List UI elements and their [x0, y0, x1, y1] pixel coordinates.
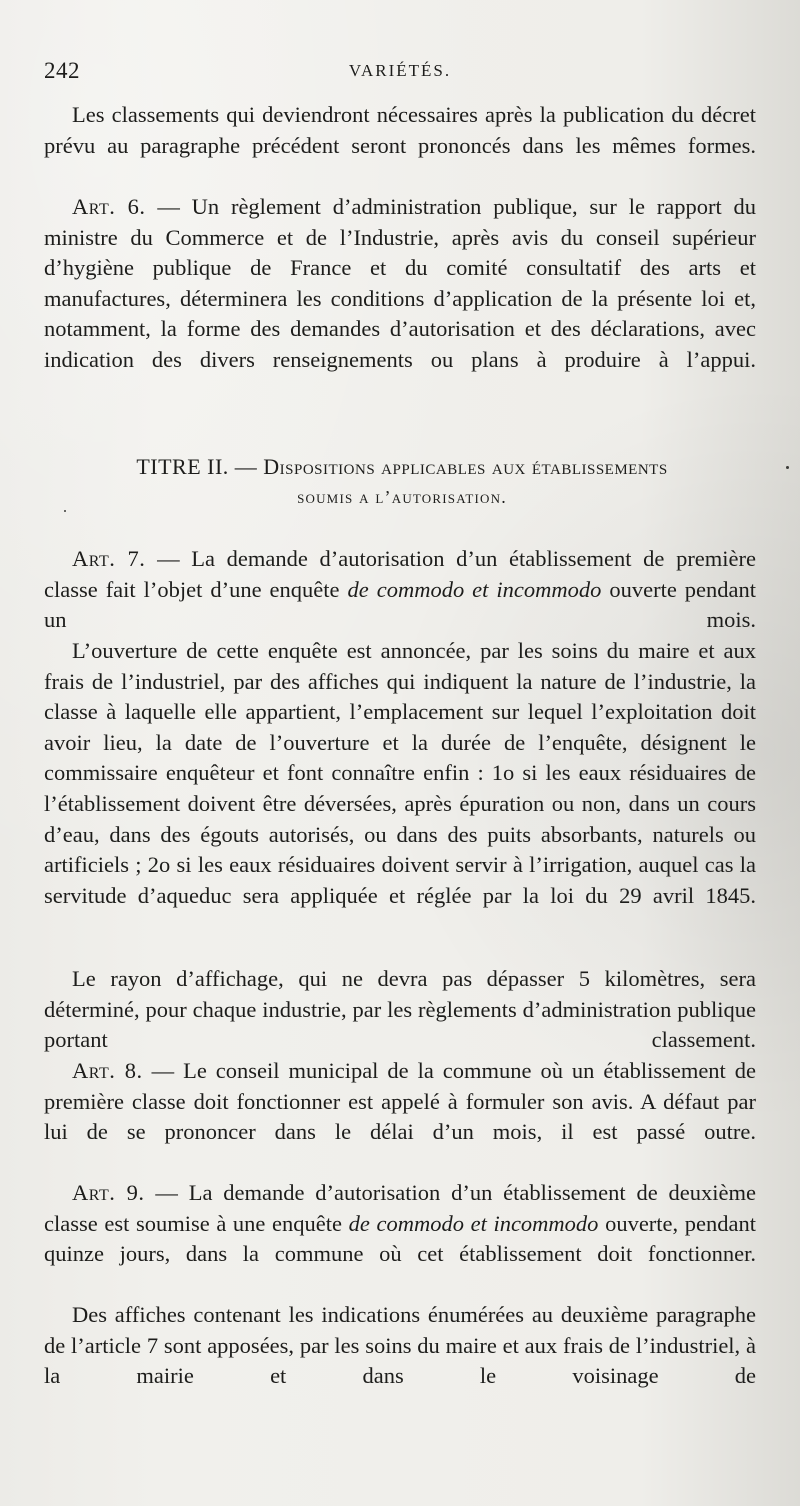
titre-ii-main: TITRE II. — Dispositions applicables aux établissements: [136, 454, 668, 479]
article-8-label: Art. 8.: [72, 1058, 143, 1083]
article-6-label: Art. 6.: [72, 194, 146, 219]
article-9-italic: de commodo et incommodo: [348, 1210, 599, 1236]
paragraph-ouverture: [44, 636, 756, 911]
article-9-text-a: — La demande d’autorisation d’un établissement de deuxième classe est soumise à une enquête: [44, 1180, 756, 1236]
titre-ii-heading: [44, 452, 760, 512]
page-header: [44, 58, 756, 92]
article-7-label: Art. 7.: [72, 546, 146, 571]
article-9-label: Art. 9.: [72, 1180, 145, 1205]
article-7-text-a: — La demande d’autorisation d’un établissement de première classe fait l’objet d’une enquête: [44, 546, 757, 602]
paragraph-article-9: [44, 1178, 756, 1270]
paragraph-article-6: [44, 192, 756, 376]
paragraph-affiches: [44, 1300, 756, 1392]
article-7-italic: de commodo et incommodo: [347, 576, 602, 602]
article-7-text-b: ouverte pendant un mois.: [44, 576, 757, 633]
article-6-text: — Un règlement d’administration publique, sur le rapport du ministre du Commerce et de l’Industrie, après avis du conseil supérieur d’hygiène publique de France et du comité consultatif des arts et manufactures, déterminera les conditions d’application de la présente loi et, notamment, la forme des demandes d’autorisation et des déclarations, avec indication des divers renseignements ou plans à produire à l’appui.: [44, 194, 757, 372]
paper-speck: [64, 510, 66, 512]
page-number: 242: [44, 58, 80, 83]
running-title: VARIÉTÉS.: [348, 61, 452, 80]
titre-ii-sub: soumis a l’autorisation.: [297, 487, 507, 507]
paper-speck: [786, 466, 789, 469]
article-9-text-b: ouverte, pendant quinze jours, dans la commune où cet établissement doit fonctionner.: [44, 1210, 756, 1267]
paragraph-article-8: [44, 1056, 756, 1148]
paragraph-affiches-text: Des affiches contenant les indications énumérées au deuxième paragraphe de l’article 7 sont apposées, par les soins du maire et aux frais de l’industriel, à la mairie et dans le voisinage de: [44, 1302, 756, 1389]
paragraph-article-7: [44, 544, 756, 636]
paragraph-classements: [44, 100, 756, 161]
article-8-text: — Le conseil municipal de la commune où un établissement de première classe doit fonctionner est appelé à formuler son avis. A défaut par lui de se prononcer dans le délai d’un mois, il est passé outre.: [44, 1058, 757, 1145]
paragraph-ouverture-text: L’ouverture de cette enquête est annoncée, par les soins du maire et aux frais de l’industriel, par des affiches qui indiquent la nature de l’industrie, la classe à laquelle elle appartient, l’emplacement sur lequel l’exploitation doit avoir lieu, la date de l’ouverture et la durée de l’enquête, désignent le commissaire enquêteur et font connaître enfin : 1o si les eaux résiduaires de l’établissement doivent être déversées, après épuration ou non, dans un cours d’eau, dans des égouts autorisés, ou dans des puits absorbants, naturels ou artificiels ; 2o si les eaux résiduaires doivent servir à l’irrigation, auquel cas la servitude d’aqueduc sera appliquée et réglée par la loi du 29 avril 1845.: [44, 638, 756, 908]
paragraph-classements-text: Les classements qui deviendront nécessaires après la publication du décret prévu au paragraphe précédent seront prononcés dans les mêmes formes.: [44, 102, 756, 158]
paragraph-rayon-text: Le rayon d’affichage, qui ne devra pas dépasser 5 kilomètres, sera déterminé, pour chaque industrie, par les règlements d’administration publique portant classement.: [44, 966, 756, 1053]
paragraph-rayon: [44, 964, 756, 1056]
